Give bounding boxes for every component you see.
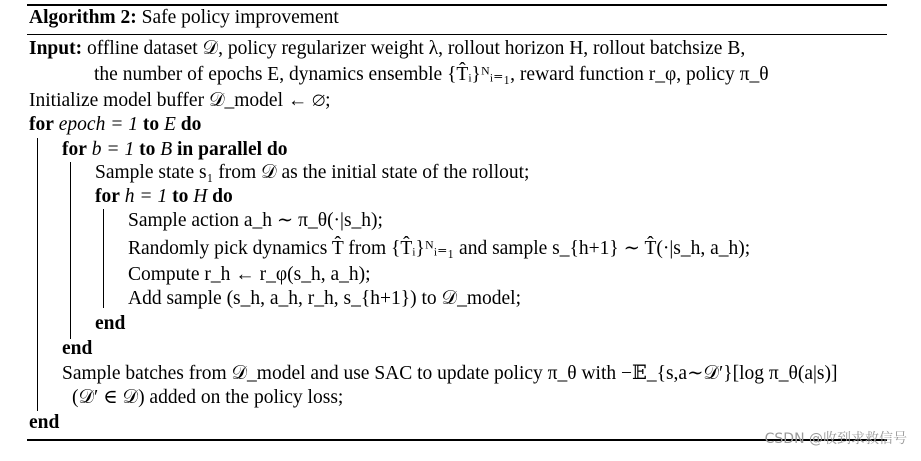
to-keyword: to: [172, 186, 189, 207]
algorithm-block: [27, 0, 887, 461]
epoch-range-end: E: [164, 114, 176, 135]
added-loss-line: (𝒟′ ∈ 𝒟) added on the policy loss;: [72, 387, 344, 408]
do-keyword: do: [180, 114, 202, 135]
bottom-rule: [27, 439, 887, 441]
input-text-1: offline dataset 𝒟, policy regularizer weight λ, rollout horizon H, rollout batchsize B,: [87, 38, 746, 59]
horizon-range-start: h = 1: [124, 186, 168, 207]
compute-reward-line: Compute r_h ← r_φ(s_h, a_h);: [128, 264, 371, 285]
caption-rule: [27, 34, 887, 35]
in-parallel-do-keyword: in parallel do: [177, 139, 288, 160]
for-horizon-line: [95, 185, 233, 209]
for-keyword: for: [95, 186, 120, 207]
sample-action-line: Sample action a_h ∼ π_θ(·|s_h);: [128, 210, 383, 231]
do-keyword: do: [212, 186, 233, 207]
end-epoch-loop: end: [29, 412, 60, 433]
epoch-range-start: epoch = 1: [58, 114, 138, 135]
horizon-block-bar: [103, 209, 104, 308]
pick-dynamics-line: Randomly pick dynamics T̂ from {T̂ᵢ}ᴺᵢ₌₁ and sample s_{h+1} ∼ T̂(·|s_h, a_h);: [128, 238, 751, 259]
input-line-2: the number of epochs E, dynamics ensemble {T̂ᵢ}ᴺᵢ₌₁, reward function r_φ, policy π_θ: [94, 64, 769, 85]
algorithm-title: Safe policy improvement: [141, 7, 339, 28]
for-epoch-line: [29, 113, 201, 137]
batch-block-bar: [70, 162, 71, 339]
input-line-1: [29, 37, 745, 61]
for-keyword: for: [29, 114, 54, 135]
input-label: Input:: [29, 38, 83, 59]
init-line: Initialize model buffer 𝒟_model ← ∅;: [29, 90, 331, 111]
end-batch-loop: end: [62, 338, 93, 359]
epoch-block-bar: [37, 138, 38, 411]
algorithm-number: Algorithm 2:: [29, 7, 137, 28]
horizon-range-end: H: [193, 186, 208, 207]
add-sample-line: Add sample (s_h, a_h, r_h, s_{h+1}) to 𝒟_model;: [128, 288, 521, 309]
csdn-watermark: CSDN @收到求救信号: [764, 431, 907, 447]
batch-range-end: B: [160, 139, 173, 160]
sample-batches-line: Sample batches from 𝒟_model and use SAC to update policy π_θ with −𝔼_{s,a∼𝒟′}[log π_θ(a|s)]: [62, 363, 838, 384]
to-keyword: to: [139, 139, 156, 160]
for-keyword: for: [62, 139, 87, 160]
for-batch-line: [62, 138, 288, 162]
algorithm-caption: [29, 6, 339, 30]
to-keyword: to: [142, 114, 160, 135]
sample-state-line: Sample state s₁ from 𝒟 as the initial state of the rollout;: [95, 162, 530, 183]
end-horizon-loop: end: [95, 313, 126, 334]
batch-range-start: b = 1: [91, 139, 135, 160]
